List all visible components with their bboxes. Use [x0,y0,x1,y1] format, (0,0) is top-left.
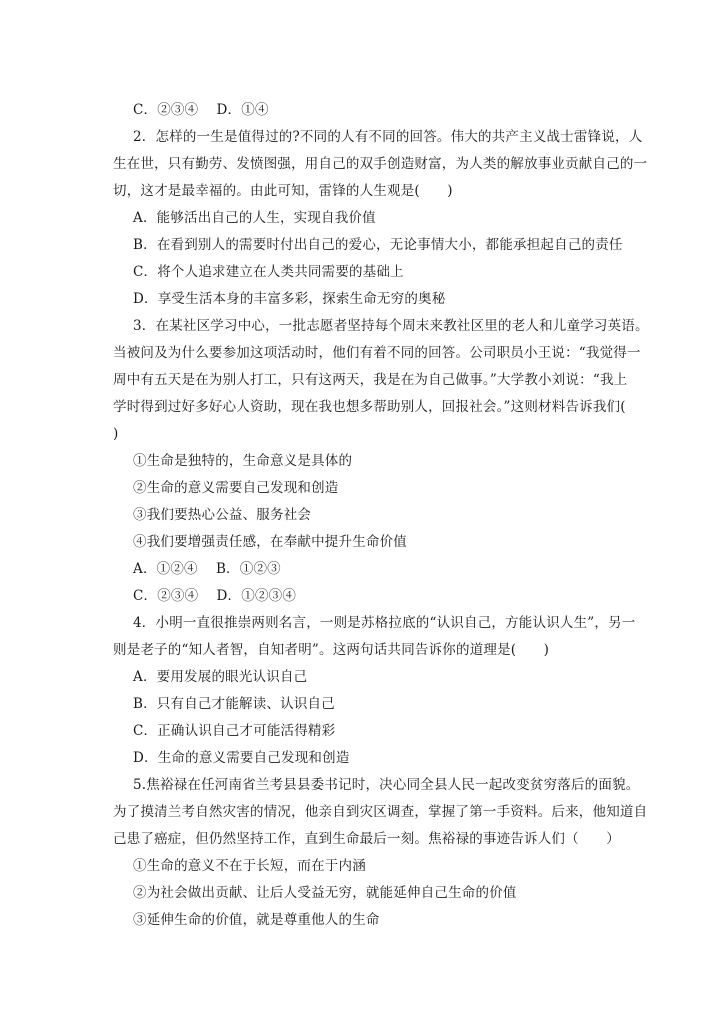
q3-options-cd: C．②③④ D．①②③④ [133,588,297,604]
q1-options-cd: C．②③④ D．①④ [133,102,269,118]
q3-stem-line-1: 3．在某社区学习中心，一批志愿者坚持每个周末来教社区里的老人和儿童学习英语。 [133,318,649,334]
q5-stem-line-2: 为了摸清兰考自然灾害的情况，他亲自到灾区调查，掌握了第一手资料。后来，他知道自 [113,804,648,820]
q3-options-ab: A．①②④ B．①②③ [133,561,281,577]
q5-item-1: ①生命的意义不在于长短，而在于内涵 [133,858,366,874]
q5-item-3: ③延伸生命的价值，就是尊重他人的生命 [133,912,380,928]
q3-item-2: ②生命的意义需要自己发现和创造 [133,480,339,496]
q3-item-3: ③我们要热心公益、服务社会 [133,507,312,523]
q3-stem-line-4: 学时得到过好多好心人资助，现在我也想多帮助别人，回报社会。”这则材料告诉我们( [113,399,626,415]
q3-item-1: ①生命是独特的，生命意义是具体的 [133,453,353,469]
q2-option-a: A．能够活出自己的人生，实现自我价值 [133,210,376,226]
q2-stem-line-1: 2．怎样的一生是值得过的?不同的人有不同的回答。伟大的共产主义战士雷锋说，人 [133,129,643,145]
q4-option-d: D．生命的意义需要自己发现和创造 [133,750,350,766]
q4-stem-line-2: 则是老子的“知人者智，自知者明”。这两句话共同告诉你的道理是( ) [113,642,550,658]
q4-option-b: B．只有自己才能解读、认识自己 [133,696,335,712]
q2-option-b: B．在看到别人的需要时付出自己的爱心，无论事情大小，都能承担起自己的责任 [133,237,623,253]
q2-option-c: C．将个人追求建立在人类共同需要的基础上 [133,264,404,280]
q5-stem-line-1: 5.焦裕禄在任河南省兰考县县委书记时，决心同全县人民一起改变贫穷落后的面貌。 [133,777,640,793]
q4-stem-line-1: 4．小明一直很推崇两则名言，一则是苏格拉底的“认识自己，方能认识人生”，另一 [133,615,636,631]
q3-stem-line-3: 周中有五天是在为别人打工，只有这两天，我是在为自己做事。”大学教小刘说：“我上 [113,372,628,388]
q4-option-c: C．正确认识自己才可能活得精彩 [133,723,336,739]
q4-option-a: A．要用发展的眼光认识自己 [133,669,308,685]
q5-item-2: ②为社会做出贡献、让后人受益无穷，就能延伸自己生命的价值 [133,885,517,901]
q3-item-4: ④我们要增强责任感，在奉献中提升生命价值 [133,534,407,550]
q5-stem-line-3: 己患了癌症，但仍然坚持工作，直到生命最后一刻。焦裕禄的事迹告诉人们（ ） [113,831,620,847]
q2-stem-line-2: 生在世，只有勤劳、发愤图强，用自己的双手创造财富，为人类的解放事业贡献自己的一 [113,156,648,172]
q2-option-d: D．享受生活本身的丰富多彩，探索生命无穷的奥秘 [133,291,446,307]
q2-stem-line-3: 切，这才是最幸福的。由此可知，雷锋的人生观是( ) [113,183,453,199]
q3-stem-line-2: 当被问及为什么要参加这项活动时，他们有着不同的回答。公司职员小王说：“我觉得一 [113,345,641,361]
q3-stem-line-5: ) [113,426,119,442]
